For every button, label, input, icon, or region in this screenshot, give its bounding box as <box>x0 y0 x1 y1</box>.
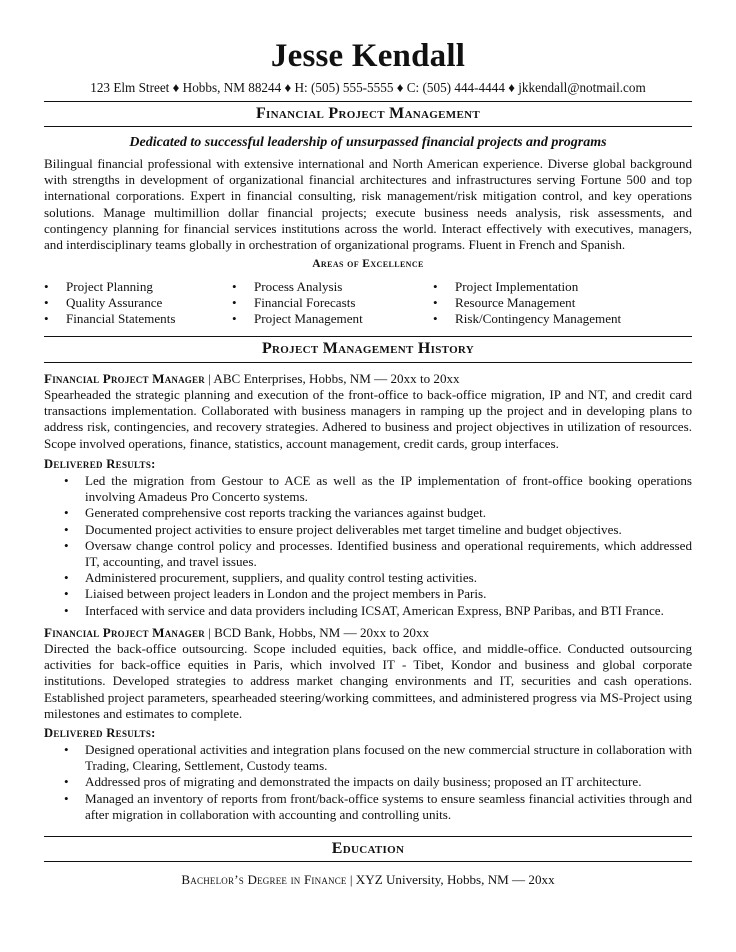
summary-paragraph: Bilingual financial professional with extensive international and North American experience. Diverse global background with strengths in development of organizational financial architectures and infrastructures serving Fortune 500 and top international corporations. Expert in financial consulting, risk management/risk mitigation control, and key operations solutions. Manage multimillion dollar financial projects; execute business needs analysis, risk assessments, and contingency planning for financial services institutions across the world. Interact effectively with executives, managers, and interdisciplinary teams globally in orchestration of organizational programs. Fluent in French and Spanish. <box>44 156 692 253</box>
summary-tagline: Dedicated to successful leadership of unsurpassed financial projects and programs <box>129 135 607 150</box>
job-employer: | BCD Bank, Hobbs, NM — 20xx to 20xx <box>204 625 430 640</box>
list-item: • Liaised between project leaders in London and the project members in Paris. <box>44 586 692 602</box>
divider <box>44 336 692 337</box>
results-list <box>44 473 692 619</box>
job-heading <box>44 371 460 387</box>
job-description: Spearheaded the strategic planning and execution of the front-office to back-office migration, IP and NT, and credit card transactions implementation. Collaborated with business managers in ramping up the project and in developing plans to address risk, contingencies, and recovery strategies. Adhered to business and project objectives in utilization of resources. Scope involved operations, finance, statistics, account management, credit cards, group interfaces. <box>44 387 692 451</box>
degree: Bachelor’s Degree in Finance <box>181 872 347 887</box>
area-item: • Project Management <box>232 311 363 327</box>
summary-title: Financial Project Management <box>255 105 480 122</box>
area-item: • Financial Statements <box>44 311 175 327</box>
divider <box>44 362 692 363</box>
list-item: • Administered procurement, suppliers, and quality control testing activities. <box>44 570 692 586</box>
list-item: • Interfaced with service and data providers including ICSAT, American Express, BNP Paribas, and BTI France. <box>44 603 692 619</box>
areas-column-1 <box>44 279 175 328</box>
results-list <box>44 742 692 823</box>
area-item: • Risk/Contingency Management <box>433 311 621 327</box>
candidate-name: Jesse Kendall <box>270 38 466 74</box>
history-title: Project Management History <box>261 340 475 357</box>
list-item: • Led the migration from Gestour to ACE as well as the IP implementation of front-office booking operations involving Amadeus Pro Concerto systems. <box>44 473 692 505</box>
areas-title: Areas of Excellence <box>312 258 424 270</box>
list-item: • Oversaw change control policy and processes. Identified business and operational requirements, which addressed IT, accounting, and travel issues. <box>44 538 692 570</box>
divider <box>44 126 692 127</box>
area-item: • Financial Forecasts <box>232 295 363 311</box>
divider <box>44 861 692 862</box>
area-item: • Quality Assurance <box>44 295 175 311</box>
contact-line: 123 Elm Street ♦ Hobbs, NM 88244 ♦ H: (505) 555-5555 ♦ C: (505) 444-4444 ♦ jkkendall@notmail.com <box>90 80 646 95</box>
areas-column-2 <box>232 279 363 328</box>
job-description: Directed the back-office outsourcing. Scope included equities, back office, and middle-office. Conducted outsourcing activities for back-office equities in Paris, which involved IT - Tibet, Kondor and business and global corporate institutions. Developed strategies to address market changing environments and IT, securities and cash operations. Established project parameters, spearheaded steering/working committees, and administered progress via MS-Project using milestones and estimates to complete. <box>44 641 692 721</box>
list-item: • Designed operational activities and integration plans focused on the new commercial structure in collaboration with Trading, Clearing, Settlement, Custody teams. <box>44 742 692 774</box>
area-item: • Project Implementation <box>433 279 621 295</box>
school: | XYZ University, Hobbs, NM — 20xx <box>346 872 555 887</box>
job-title: Financial Project Manager <box>44 625 205 640</box>
area-item: • Process Analysis <box>232 279 363 295</box>
results-heading: Delivered Results: <box>44 726 156 740</box>
list-item: • Generated comprehensive cost reports tracking the variances against budget. <box>44 505 692 521</box>
job-heading <box>44 625 429 641</box>
area-item: • Project Planning <box>44 279 175 295</box>
area-item: • Resource Management <box>433 295 621 311</box>
areas-column-3 <box>433 279 621 328</box>
education-entry <box>0 872 736 888</box>
divider <box>44 836 692 837</box>
list-item: • Addressed pros of migrating and demonstrated the impacts on daily business; proposed an IT architecture. <box>44 774 692 790</box>
job-title: Financial Project Manager <box>44 371 205 386</box>
results-heading: Delivered Results: <box>44 457 156 471</box>
education-title: Education <box>331 840 405 857</box>
list-item: • Documented project activities to ensure project deliverables met target timeline and budget objectives. <box>44 522 692 538</box>
job-employer: | ABC Enterprises, Hobbs, NM — 20xx to 20xx <box>204 371 460 386</box>
divider <box>44 101 692 102</box>
list-item: • Managed an inventory of reports from front/back-office systems to ensure seamless financial activities through and after migration in collaboration with accounting and controlling units. <box>44 791 692 823</box>
